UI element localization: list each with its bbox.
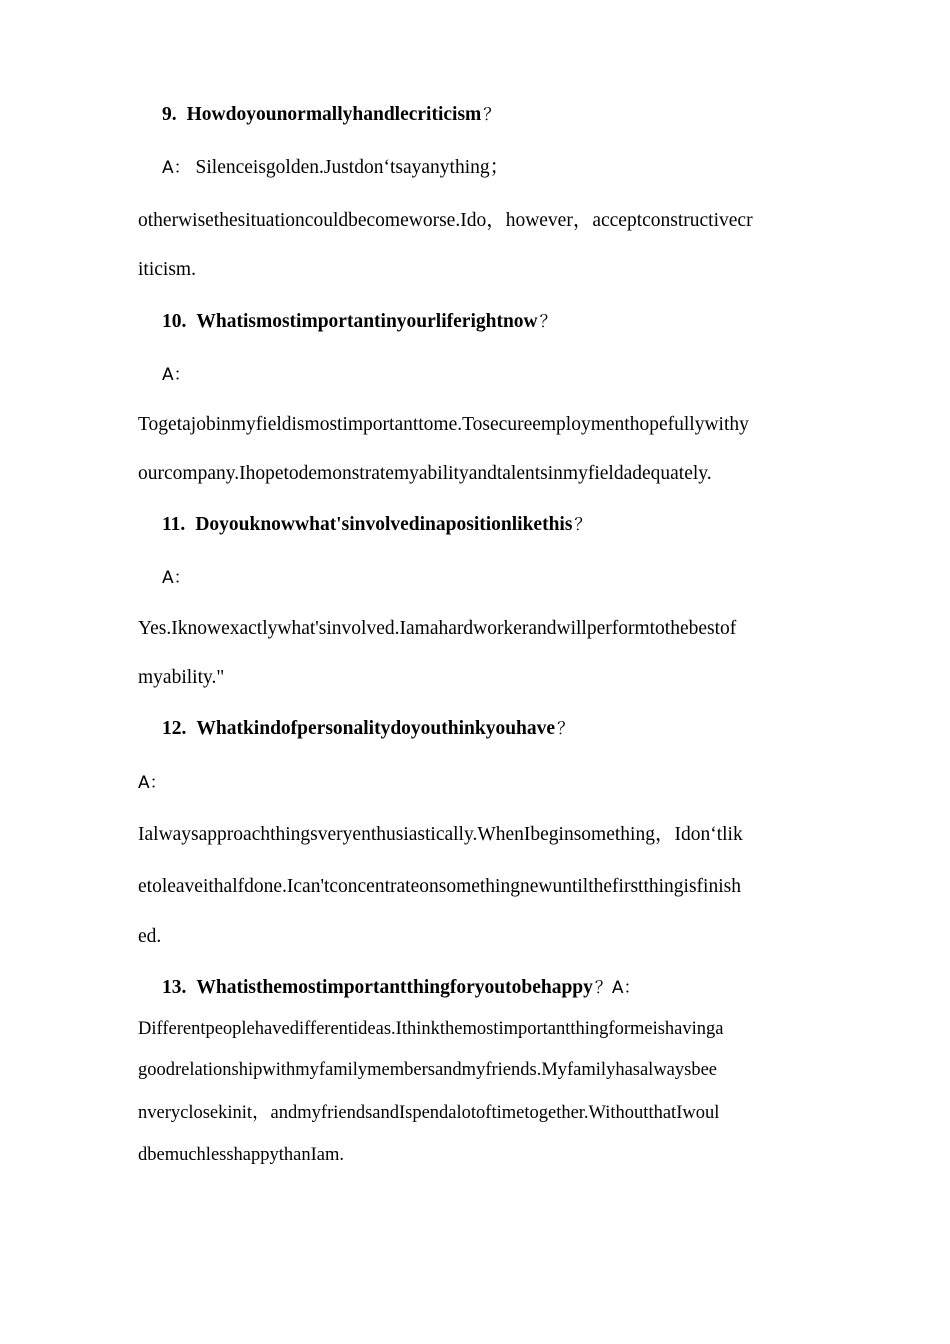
answer-10-line-1: Togetajobinmyfieldismostimportanttome.Tosecureemploymenthopefullywithy [138, 414, 749, 435]
answer-prefix: A： [162, 158, 191, 178]
question-mark: ？ [483, 105, 501, 125]
question-13 [162, 976, 641, 1000]
question-11 [162, 513, 591, 537]
answer-13-line-2: goodrelationshipwithmyfamilymembersandmyfriends.Myfamilyhasalwaysbee [138, 1060, 718, 1080]
question-number: 9. [162, 104, 177, 125]
answer-12-line-2: etoleaveithalfdone.Ican'tconcentrateonsomethingnewuntilthefirstthingisfinish [138, 876, 741, 897]
answer-12-line-3: ed. [138, 926, 162, 947]
question-text: Whatkindofpersonalitydoyouthinkyouhave [196, 718, 556, 739]
question-mark: ？ [594, 978, 612, 998]
answer-11-line-1: Yes.Iknowexactlywhat'sinvolved.Iamahardworkerandwillperformtothebestof [138, 618, 737, 639]
answer-9-line-3: iticism. [138, 259, 196, 280]
answer-prefix: A： [611, 978, 641, 998]
answer-9-line-1: A： Silenceisgolden.Justdon‘tsayanything； [162, 157, 510, 178]
answer-12-prefix: A： [138, 773, 167, 793]
answer-9-line-2: otherwisethesituationcouldbecomeworse.Ido，however，acceptconstructivecr [138, 210, 753, 231]
question-9 [162, 103, 500, 127]
question-text: Whatisthemostimportantthingforyoutobehappy [196, 977, 593, 998]
answer-12-line-1: Ialwaysapproachthingsveryenthusiastically.WhenIbeginsomething，Idon‘tlik [138, 824, 743, 845]
answer-10-line-2: ourcompany.Ihopetodemonstratemyabilityandtalentsinmyfieldadequately. [138, 463, 712, 484]
answer-13-line-4: dbemuchlesshappythanIam. [138, 1145, 345, 1165]
answer-13-line-1: Differentpeoplehavedifferentideas.Ithinkthemostimportantthingformeishavinga [138, 1019, 724, 1039]
question-mark: ？ [539, 312, 557, 332]
question-text: Howdoyounormallyhandlecriticism [186, 104, 482, 125]
question-number: 12. [162, 718, 187, 739]
answer-13-line-3: nveryclosekinit，andmyfriendsandIspendalotoftimetogether.WithoutthatIwoul [138, 1103, 720, 1123]
question-text: Whatismostimportantinyourliferightnow [196, 311, 538, 332]
question-12 [162, 717, 574, 741]
question-number: 10. [162, 311, 187, 332]
question-text: Doyouknowwhat'sinvolvedinapositionlikethis [195, 514, 573, 535]
answer-10-prefix: A： [162, 365, 191, 385]
question-number: 13. [162, 977, 187, 998]
question-10 [162, 310, 557, 334]
question-number: 11. [162, 514, 186, 535]
answer-11-prefix: A： [162, 568, 191, 588]
question-mark: ？ [574, 515, 592, 535]
question-mark: ？ [557, 719, 575, 739]
answer-11-line-2: myability." [138, 667, 225, 688]
